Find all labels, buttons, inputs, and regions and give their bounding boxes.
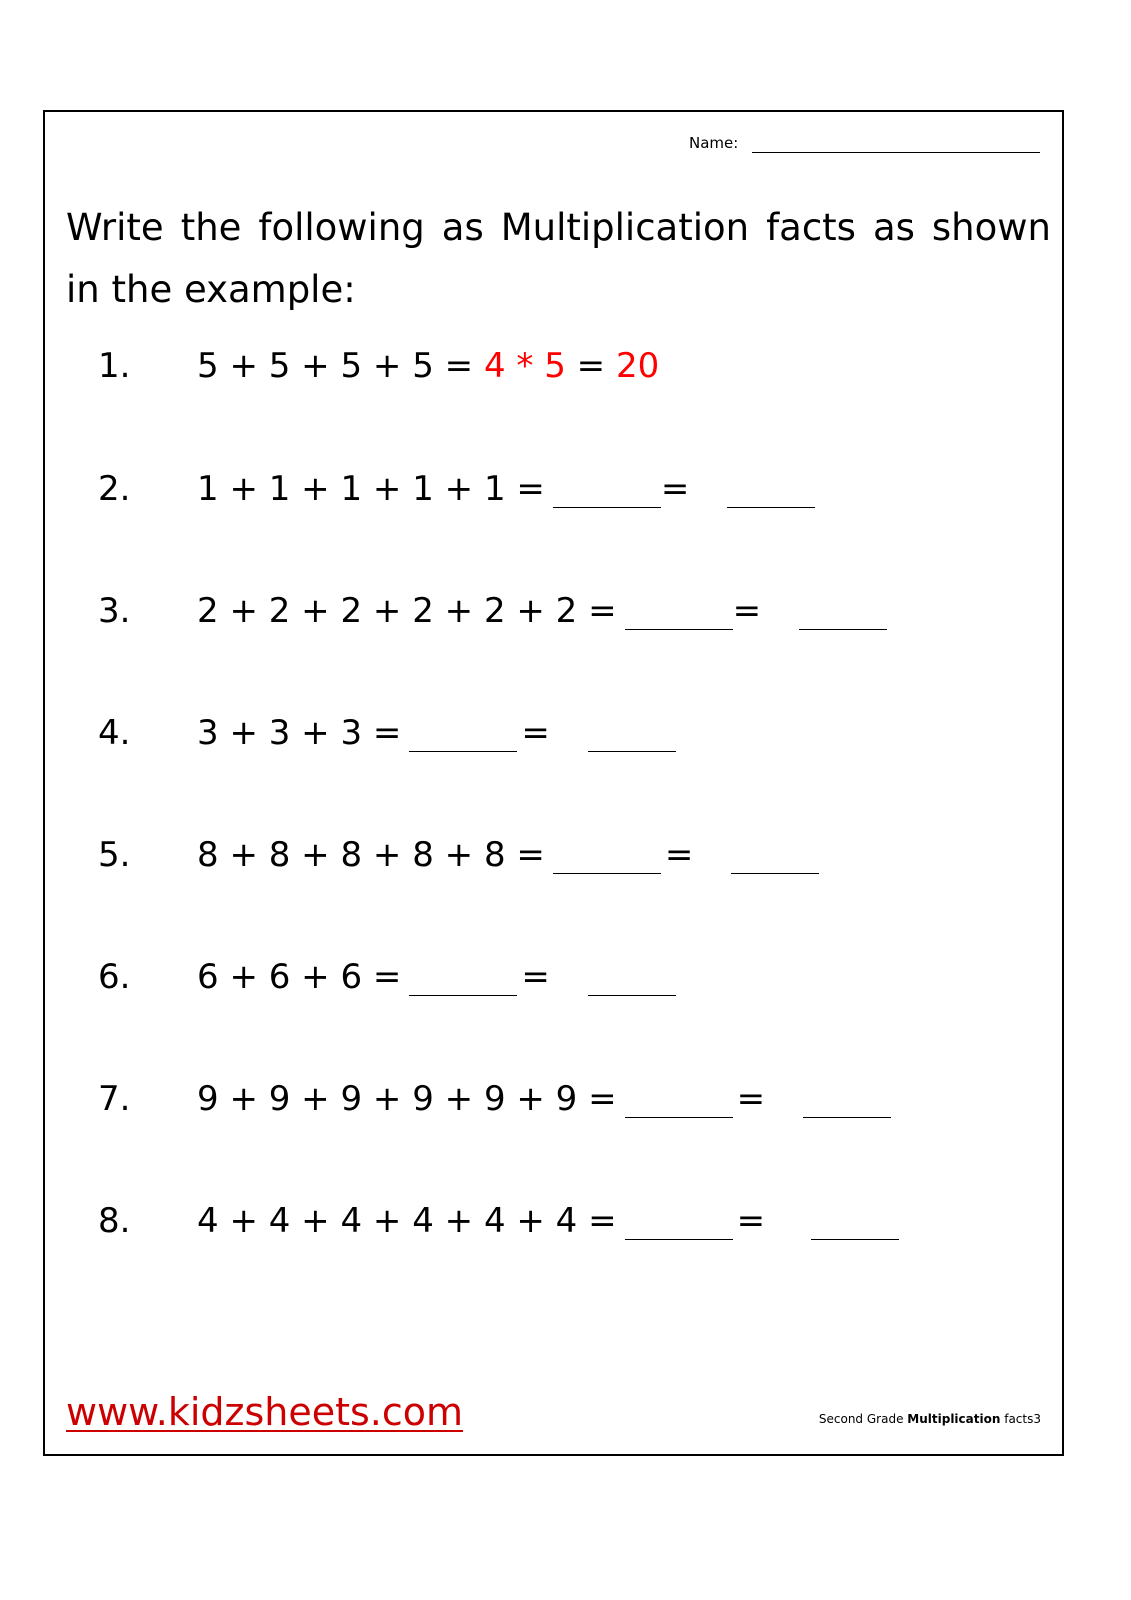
problem-equals: = bbox=[664, 835, 694, 875]
problem-equals: = bbox=[521, 713, 550, 753]
result-blank[interactable] bbox=[727, 506, 815, 508]
website-link[interactable]: www.kidzsheets.com bbox=[66, 1390, 464, 1434]
product-blank[interactable] bbox=[409, 750, 517, 752]
problem-expression bbox=[197, 586, 887, 636]
problem-equals: = bbox=[732, 591, 762, 631]
product-blank[interactable] bbox=[625, 1238, 733, 1240]
problem-equals: = bbox=[660, 469, 690, 509]
problem-row bbox=[98, 830, 819, 880]
product-blank[interactable] bbox=[625, 1116, 733, 1118]
problem-row bbox=[98, 1196, 899, 1246]
problem-expression bbox=[197, 1074, 891, 1124]
problem-expression bbox=[197, 1196, 899, 1246]
problem-expression bbox=[197, 830, 819, 880]
product-blank[interactable] bbox=[553, 872, 661, 874]
example-sum: 5 + 5 + 5 + 5 = bbox=[197, 346, 474, 386]
problem-number: 8. bbox=[98, 1201, 131, 1241]
result-blank[interactable] bbox=[803, 1116, 891, 1118]
example-equals: = bbox=[576, 346, 606, 386]
problem-sum: 8 + 8 + 8 + 8 + 8 = bbox=[197, 835, 545, 875]
result-blank[interactable] bbox=[731, 872, 819, 874]
problem-number: 4. bbox=[98, 713, 131, 753]
product-blank[interactable] bbox=[409, 994, 517, 996]
problem-sum: 2 + 2 + 2 + 2 + 2 + 2 = bbox=[197, 591, 617, 631]
problem-number: 1. bbox=[98, 346, 131, 386]
problem-number: 7. bbox=[98, 1079, 131, 1119]
problem-sum: 1 + 1 + 1 + 1 + 1 = bbox=[197, 469, 545, 509]
problem-row bbox=[98, 1074, 891, 1124]
problem-sum bbox=[197, 341, 659, 391]
caption-suffix: facts3 bbox=[1000, 1412, 1041, 1426]
name-label: Name: bbox=[689, 134, 739, 152]
problem-row bbox=[98, 708, 676, 758]
example-result: 20 bbox=[615, 346, 660, 386]
problem-number: 5. bbox=[98, 835, 131, 875]
worksheet-caption bbox=[819, 1411, 1041, 1427]
problem-equals: = bbox=[736, 1201, 766, 1241]
problem-expression bbox=[197, 952, 676, 1002]
result-blank[interactable] bbox=[799, 628, 887, 630]
problem-row bbox=[98, 586, 887, 636]
result-blank[interactable] bbox=[588, 750, 676, 752]
example-problem bbox=[98, 341, 659, 391]
problem-sum: 9 + 9 + 9 + 9 + 9 + 9 = bbox=[197, 1079, 617, 1119]
problem-expression bbox=[197, 464, 815, 514]
name-field-row bbox=[689, 133, 1040, 153]
problem-number: 2. bbox=[98, 469, 131, 509]
problem-sum: 4 + 4 + 4 + 4 + 4 + 4 = bbox=[197, 1201, 617, 1241]
problem-equals: = bbox=[521, 957, 550, 997]
example-product: 4 * 5 bbox=[483, 346, 566, 386]
name-input-line[interactable] bbox=[752, 134, 1040, 153]
problem-sum: 3 + 3 + 3 = bbox=[197, 713, 402, 753]
problem-row bbox=[98, 464, 815, 514]
instructions-text: Write the following as Multiplication facts as shown in the example: bbox=[66, 206, 1051, 311]
product-blank[interactable] bbox=[553, 506, 661, 508]
product-blank[interactable] bbox=[625, 628, 733, 630]
problem-equals: = bbox=[736, 1079, 766, 1119]
result-blank[interactable] bbox=[811, 1238, 899, 1240]
caption-prefix: Second Grade bbox=[818, 1412, 908, 1426]
problem-number: 6. bbox=[98, 957, 131, 997]
problem-number: 3. bbox=[98, 591, 131, 631]
result-blank[interactable] bbox=[588, 994, 676, 996]
problem-expression bbox=[197, 708, 676, 758]
caption-bold: Multiplication bbox=[907, 1412, 1001, 1426]
problem-sum: 6 + 6 + 6 = bbox=[197, 957, 402, 997]
problem-row bbox=[98, 952, 676, 1002]
